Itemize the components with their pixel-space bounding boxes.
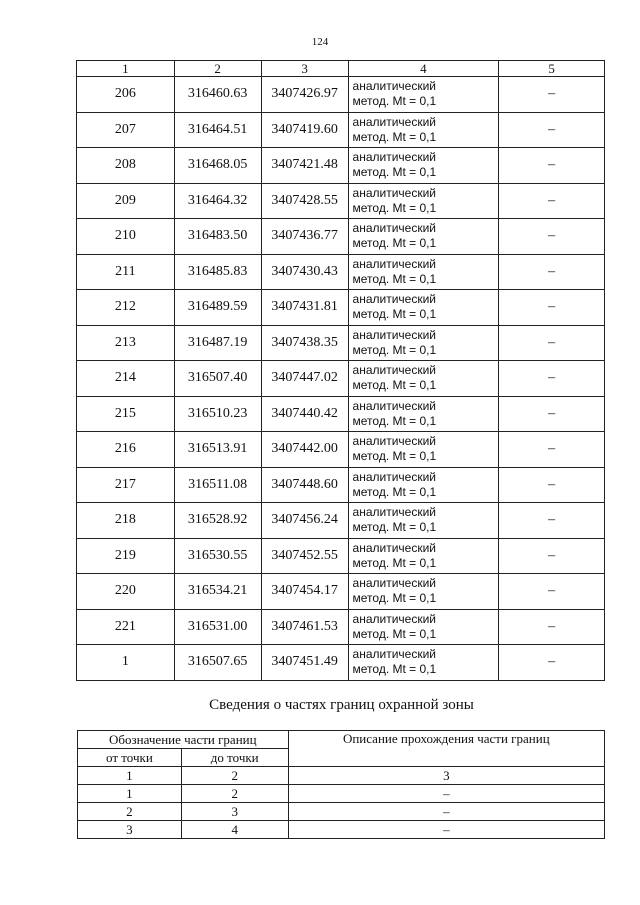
method-accuracy-line: метод. Mt = 0,1	[352, 342, 437, 357]
boundary-parts-table	[77, 730, 605, 839]
note-cell: –	[499, 361, 605, 397]
x-coordinate-cell: 316511.08	[174, 467, 261, 503]
method-cell	[348, 467, 499, 503]
note-cell: –	[499, 325, 605, 361]
x-coordinate-cell: 316530.55	[174, 538, 261, 574]
to-point-cell: 2	[181, 785, 288, 803]
table-row	[77, 396, 605, 432]
method-line: аналитический	[352, 611, 436, 626]
point-number-cell: 216	[77, 432, 175, 468]
note-cell: –	[499, 432, 605, 468]
column-header: 1	[77, 61, 175, 77]
method-line: аналитический	[352, 221, 436, 236]
table-row	[78, 821, 605, 839]
point-number-cell: 215	[77, 396, 175, 432]
method-line: аналитический	[352, 469, 436, 484]
note-cell: –	[499, 538, 605, 574]
method-line: аналитический	[352, 434, 436, 449]
point-number-cell: 213	[77, 325, 175, 361]
y-coordinate-cell: 3407447.02	[261, 361, 348, 397]
y-coordinate-cell: 3407438.35	[261, 325, 348, 361]
method-accuracy-line: метод. Mt = 0,1	[352, 94, 437, 109]
description-cell: –	[288, 821, 604, 839]
note-cell: –	[499, 219, 605, 255]
column-number: 2	[181, 767, 288, 785]
method-cell	[348, 396, 499, 432]
method-line: аналитический	[352, 647, 436, 662]
section-title: Сведения о частях границ охранной зоны	[209, 697, 474, 713]
to-point-header: до точки	[181, 749, 288, 767]
y-coordinate-cell: 3407448.60	[261, 467, 348, 503]
y-coordinate-cell: 3407428.55	[261, 183, 348, 219]
table-row	[77, 574, 605, 610]
point-number-cell: 221	[77, 609, 175, 645]
method-line: аналитический	[352, 150, 436, 165]
y-coordinate-cell: 3407431.81	[261, 290, 348, 326]
table-row	[77, 77, 605, 113]
x-coordinate-cell: 316507.65	[174, 645, 261, 681]
method-line: аналитический	[352, 292, 436, 307]
description-cell: –	[288, 785, 604, 803]
x-coordinate-cell: 316534.21	[174, 574, 261, 610]
method-accuracy-line: метод. Mt = 0,1	[352, 200, 437, 215]
method-accuracy-line: метод. Mt = 0,1	[352, 236, 437, 251]
table-row	[77, 538, 605, 574]
note-cell: –	[499, 77, 605, 113]
coordinates-header-row	[77, 61, 605, 77]
point-number-cell: 219	[77, 538, 175, 574]
table-row	[78, 803, 605, 821]
column-header: 4	[348, 61, 499, 77]
column-number: 1	[78, 767, 182, 785]
x-coordinate-cell: 316483.50	[174, 219, 261, 255]
table-row	[77, 219, 605, 255]
point-number-cell: 217	[77, 467, 175, 503]
method-line: аналитический	[352, 505, 436, 520]
x-coordinate-cell: 316468.05	[174, 148, 261, 184]
x-coordinate-cell: 316464.51	[174, 112, 261, 148]
to-point-cell: 3	[181, 803, 288, 821]
method-line: аналитический	[352, 576, 436, 591]
method-accuracy-line: метод. Mt = 0,1	[352, 449, 437, 464]
method-accuracy-line: метод. Mt = 0,1	[352, 555, 437, 570]
method-cell	[348, 183, 499, 219]
method-accuracy-line: метод. Mt = 0,1	[352, 591, 437, 606]
method-cell	[348, 112, 499, 148]
parts-header-row	[78, 731, 605, 749]
method-accuracy-line: метод. Mt = 0,1	[352, 378, 437, 393]
method-accuracy-line: метод. Mt = 0,1	[352, 307, 437, 322]
coordinates-body	[77, 77, 605, 681]
from-point-cell: 1	[78, 785, 182, 803]
method-cell	[348, 290, 499, 326]
y-coordinate-cell: 3407421.48	[261, 148, 348, 184]
point-number-cell: 211	[77, 254, 175, 290]
x-coordinate-cell: 316531.00	[174, 609, 261, 645]
x-coordinate-cell: 316487.19	[174, 325, 261, 361]
note-cell: –	[499, 148, 605, 184]
y-coordinate-cell: 3407430.43	[261, 254, 348, 290]
table-row	[77, 290, 605, 326]
x-coordinate-cell: 316510.23	[174, 396, 261, 432]
table-row	[77, 467, 605, 503]
method-accuracy-line: метод. Mt = 0,1	[352, 626, 437, 641]
x-coordinate-cell: 316464.32	[174, 183, 261, 219]
method-line: аналитический	[352, 256, 436, 271]
x-coordinate-cell: 316513.91	[174, 432, 261, 468]
y-coordinate-cell: 3407461.53	[261, 609, 348, 645]
table-row	[77, 361, 605, 397]
table-row	[78, 785, 605, 803]
description-cell: –	[288, 803, 604, 821]
method-cell	[348, 148, 499, 184]
method-cell	[348, 219, 499, 255]
method-line: аналитический	[352, 185, 436, 200]
table-row	[77, 254, 605, 290]
x-coordinate-cell: 316460.63	[174, 77, 261, 113]
table-row	[77, 503, 605, 539]
table-row	[77, 112, 605, 148]
note-cell: –	[499, 609, 605, 645]
column-header: 3	[261, 61, 348, 77]
method-cell	[348, 538, 499, 574]
method-cell	[348, 361, 499, 397]
point-number-cell: 220	[77, 574, 175, 610]
y-coordinate-cell: 3407426.97	[261, 77, 348, 113]
note-cell: –	[499, 503, 605, 539]
method-line: аналитический	[352, 398, 436, 413]
table-row	[77, 645, 605, 681]
from-point-header: от точки	[78, 749, 182, 767]
note-cell: –	[499, 396, 605, 432]
page-number: 124	[311, 36, 329, 48]
table-row	[77, 325, 605, 361]
from-point-cell: 2	[78, 803, 182, 821]
method-accuracy-line: метод. Mt = 0,1	[352, 662, 437, 677]
table-row	[77, 432, 605, 468]
point-number-cell: 212	[77, 290, 175, 326]
column-number: 3	[288, 767, 604, 785]
y-coordinate-cell: 3407454.17	[261, 574, 348, 610]
note-cell: –	[499, 183, 605, 219]
to-point-cell: 4	[181, 821, 288, 839]
method-cell	[348, 254, 499, 290]
parts-numbering-row	[78, 767, 605, 785]
y-coordinate-cell: 3407436.77	[261, 219, 348, 255]
table-row	[77, 183, 605, 219]
point-number-cell: 208	[77, 148, 175, 184]
note-cell: –	[499, 254, 605, 290]
method-cell	[348, 325, 499, 361]
parts-body	[78, 785, 605, 839]
x-coordinate-cell: 316528.92	[174, 503, 261, 539]
method-cell	[348, 609, 499, 645]
method-line: аналитический	[352, 540, 436, 555]
point-number-cell: 1	[77, 645, 175, 681]
y-coordinate-cell: 3407451.49	[261, 645, 348, 681]
x-coordinate-cell: 316507.40	[174, 361, 261, 397]
method-accuracy-line: метод. Mt = 0,1	[352, 165, 437, 180]
part-designation-header: Обозначение части границ	[78, 731, 289, 749]
method-accuracy-line: метод. Mt = 0,1	[352, 520, 437, 535]
method-cell	[348, 645, 499, 681]
method-accuracy-line: метод. Mt = 0,1	[352, 129, 437, 144]
point-number-cell: 209	[77, 183, 175, 219]
point-number-cell: 210	[77, 219, 175, 255]
from-point-cell: 3	[78, 821, 182, 839]
point-number-cell: 218	[77, 503, 175, 539]
y-coordinate-cell: 3407456.24	[261, 503, 348, 539]
method-line: аналитический	[352, 114, 436, 129]
method-cell	[348, 77, 499, 113]
x-coordinate-cell: 316485.83	[174, 254, 261, 290]
note-cell: –	[499, 574, 605, 610]
method-accuracy-line: метод. Mt = 0,1	[352, 271, 437, 286]
x-coordinate-cell: 316489.59	[174, 290, 261, 326]
column-header: 2	[174, 61, 261, 77]
method-cell	[348, 503, 499, 539]
table-row	[77, 148, 605, 184]
note-cell: –	[499, 645, 605, 681]
table-row	[77, 609, 605, 645]
note-cell: –	[499, 467, 605, 503]
method-accuracy-line: метод. Mt = 0,1	[352, 484, 437, 499]
method-accuracy-line: метод. Mt = 0,1	[352, 413, 437, 428]
note-cell: –	[499, 290, 605, 326]
column-header: 5	[499, 61, 605, 77]
y-coordinate-cell: 3407440.42	[261, 396, 348, 432]
part-description-header: Описание прохождения части границ	[288, 731, 604, 767]
method-line: аналитический	[352, 327, 436, 342]
y-coordinate-cell: 3407419.60	[261, 112, 348, 148]
method-line: аналитический	[352, 79, 436, 94]
point-number-cell: 206	[77, 77, 175, 113]
y-coordinate-cell: 3407452.55	[261, 538, 348, 574]
point-number-cell: 207	[77, 112, 175, 148]
note-cell: –	[499, 112, 605, 148]
point-number-cell: 214	[77, 361, 175, 397]
method-line: аналитический	[352, 363, 436, 378]
method-cell	[348, 574, 499, 610]
coordinates-table	[76, 60, 605, 681]
method-cell	[348, 432, 499, 468]
y-coordinate-cell: 3407442.00	[261, 432, 348, 468]
